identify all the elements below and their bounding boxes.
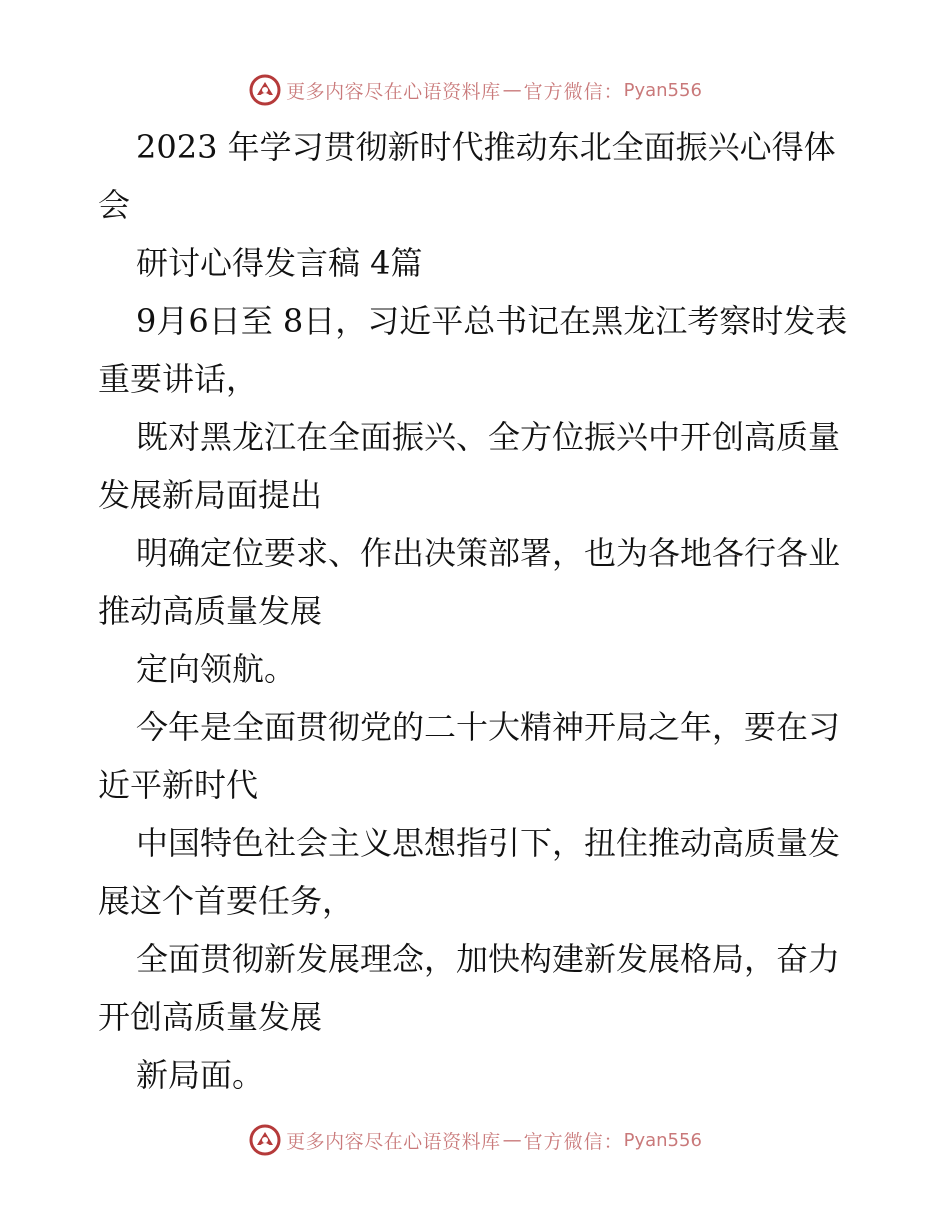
body-paragraph: 全面贯彻新发展理念，加快构建新发展格局，奋力开创高质量发展 [98, 940, 841, 1036]
watermark-wechat-label: 官方微信： [523, 1130, 624, 1153]
document-title: 2023 年学习贯彻新时代推动东北全面振兴心得体会 [98, 128, 836, 224]
leaf-book-logo-icon [248, 1123, 282, 1157]
watermark-separator: — [502, 1129, 522, 1151]
watermark-wechat-label: 官方微信： [523, 80, 624, 103]
leaf-book-logo-icon [248, 73, 282, 107]
body-paragraph: 既对黑龙江在全面振兴、全方位振兴中开创高质量发展新局面提出 [98, 418, 841, 514]
header-watermark [0, 70, 950, 110]
body-paragraph: 定向领航。 [136, 650, 297, 688]
body-paragraph: 明确定位要求、作出决策部署，也为各地各行各业推动高质量发展 [98, 534, 841, 630]
watermark-main-text: 更多内容尽在心语资料库 [286, 80, 501, 103]
watermark-separator: — [502, 79, 522, 101]
body-paragraph: 9月6日至 8日，习近平总书记在黑龙江考察时发表重要讲话， [98, 302, 848, 398]
watermark-wechat-id: Pyan556 [623, 79, 702, 101]
watermark-wechat-id: Pyan556 [623, 1129, 702, 1151]
document-subtitle: 研讨心得发言稿 4篇 [136, 244, 423, 282]
body-paragraph: 中国特色社会主义思想指引下，扭住推动高质量发展这个首要任务， [98, 824, 841, 920]
body-paragraph: 今年是全面贯彻党的二十大精神开局之年，要在习近平新时代 [98, 708, 841, 804]
footer-watermark [0, 1120, 950, 1160]
watermark-main-text: 更多内容尽在心语资料库 [286, 1130, 501, 1153]
body-paragraph: 新局面。 [136, 1056, 265, 1094]
document-body [98, 118, 858, 1104]
